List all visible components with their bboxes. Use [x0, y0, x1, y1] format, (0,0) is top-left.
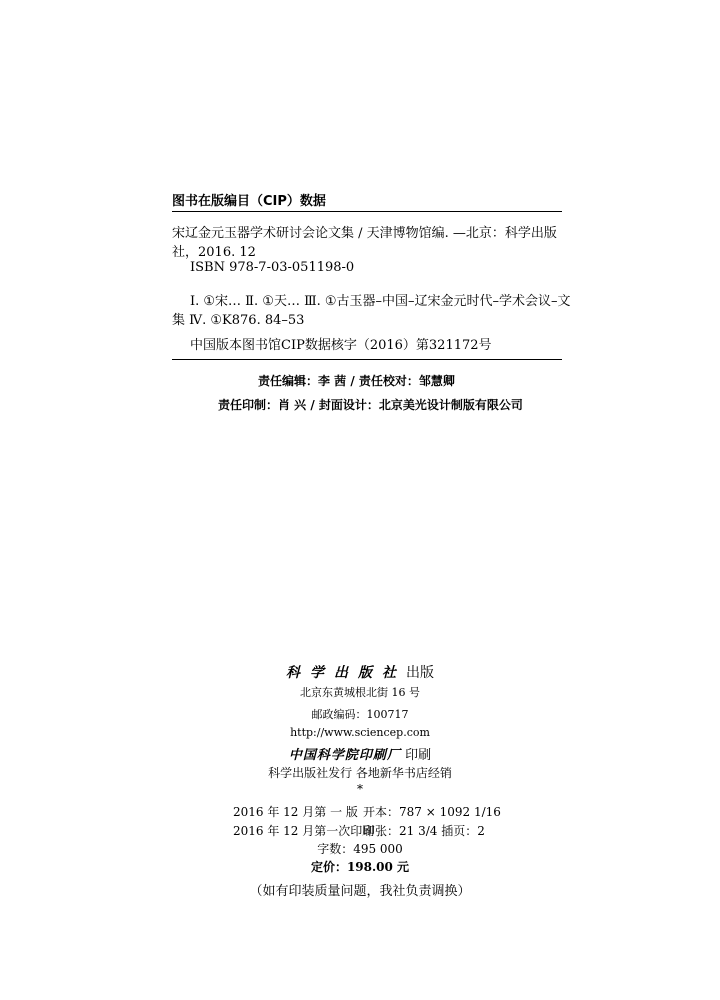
price-value: 198.00 元: [346, 860, 410, 874]
edition-line: [233, 803, 501, 820]
staff-editors: 责任编辑：李 茜 / 责任校对：邹慧卿: [258, 374, 455, 388]
publisher-suffix: 出版: [406, 665, 434, 681]
quality-notice: （如有印装质量问题，我社负责调换）: [249, 884, 471, 899]
book-format: 开本：787 × 1092 1/16: [363, 805, 501, 819]
cip-bibliographic-line: 宋辽金元玉器学术研讨会论文集 / 天津博物馆编. —北京：科学出版: [172, 226, 557, 241]
price-label: 定价：: [310, 860, 347, 874]
printer-calligraphy: 中国科学院印刷厂: [288, 748, 401, 763]
cip-classification-2: 集 Ⅳ. ①K876. 84–53: [172, 313, 305, 328]
printer-name: [0, 744, 720, 763]
cip-bottom-rule: [172, 359, 562, 360]
publisher-name: [0, 662, 720, 682]
edition-date: 2016 年 12 月第 一 版: [233, 805, 358, 819]
publisher-website: http://www.sciencep.com: [290, 726, 430, 739]
printing-date: 2016 年 12 月第一次印刷: [233, 824, 375, 838]
separator-star: *: [357, 782, 363, 796]
cip-title: 图书在版编目（CIP）数据: [172, 194, 326, 209]
distribution: 科学出版社发行 各地新华书店经销: [268, 766, 452, 780]
price: [0, 858, 720, 875]
printed-sheets: 印张：21 3/4 插页：2: [363, 824, 485, 838]
cip-classification: Ⅰ. ①宋… Ⅱ. ①天… Ⅲ. ①古玉器–中国–辽宋金元时代–学术会议–文: [190, 294, 571, 309]
cip-number: 中国版本图书馆CIP数据核字（2016）第321172号: [190, 338, 492, 353]
printer-suffix: 印刷: [405, 748, 432, 763]
staff-production: 责任印制：肖 兴 / 封面设计：北京美光设计制版有限公司: [218, 398, 523, 412]
printing-line: [233, 822, 485, 839]
word-count: 字数：495 000: [317, 842, 403, 856]
publisher-postcode: 邮政编码：100717: [311, 708, 409, 721]
publisher-address: 北京东黄城根北街 16 号: [300, 686, 420, 699]
cip-isbn: ISBN 978-7-03-051198-0: [190, 260, 355, 275]
cip-bibliographic-line-2: 社，2016. 12: [172, 245, 256, 260]
cip-top-rule: [172, 211, 562, 212]
publisher-calligraphy: 科学出版社: [286, 665, 406, 681]
